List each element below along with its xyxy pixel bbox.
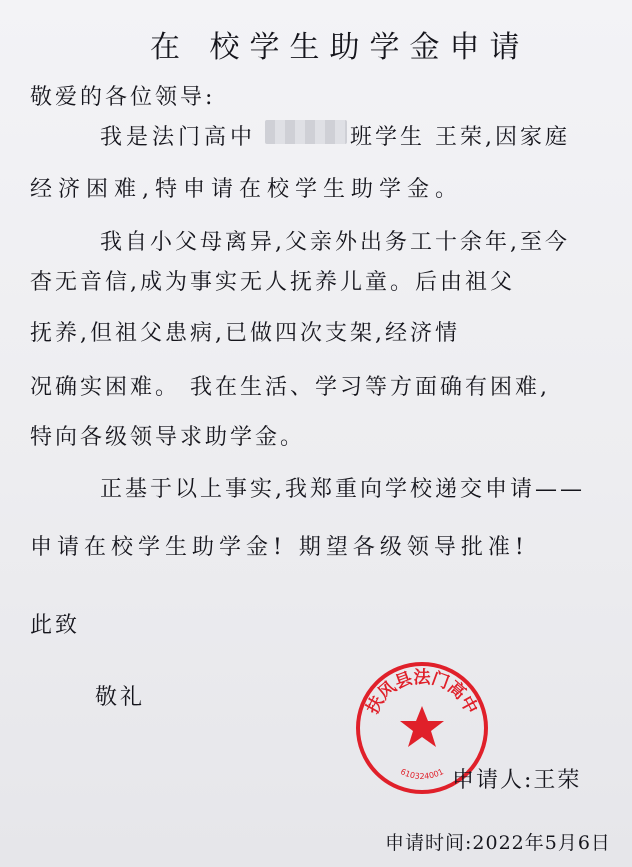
paragraph-3-line-1: 正基于以上事实,我郑重向学校递交申请—— (100, 477, 585, 502)
star-icon (400, 706, 444, 747)
regards-phrase: 敬礼 (95, 685, 146, 710)
paragraph-3-line-2: 申请在校学生助学金! 期望各级领导批准! (30, 535, 529, 560)
application-date: 申请时间:2022年5月6日 (385, 832, 611, 854)
redacted-class-number (265, 120, 347, 144)
paragraph-1-line-1-start: 我是法门高中 (100, 125, 257, 150)
seal-text: 扶风县法门高中 (362, 667, 482, 718)
paragraph-2-line-4: 况确实困难。 我在生活、学习等方面确有困难, (30, 375, 550, 400)
paragraph-1-line-2: 经济困难,特申请在校学生助学金。 (30, 177, 463, 202)
salutation: 敬爱的各位领导: (30, 85, 216, 110)
applicant-signature: 申请人:王荣 (452, 768, 582, 793)
paragraph-2-line-1: 我自小父母离异,父亲外出务工十余年,至今 (100, 230, 570, 255)
document-title: 在 校学生助学金申请 (150, 30, 530, 65)
closing-phrase: 此致 (30, 613, 81, 638)
paragraph-1-line-1-end: 班学生 王荣,因家庭 (350, 125, 570, 150)
paragraph-2-line-5: 特向各级领导求助学金。 (30, 425, 306, 450)
seal-code: 610324001 (399, 767, 445, 781)
paragraph-2-line-3: 抚养,但祖父患病,已做四次支架,经济情 (30, 321, 460, 346)
paragraph-2-line-2: 杳无音信,成为事实无人抚养儿童。后由祖父 (30, 270, 515, 295)
